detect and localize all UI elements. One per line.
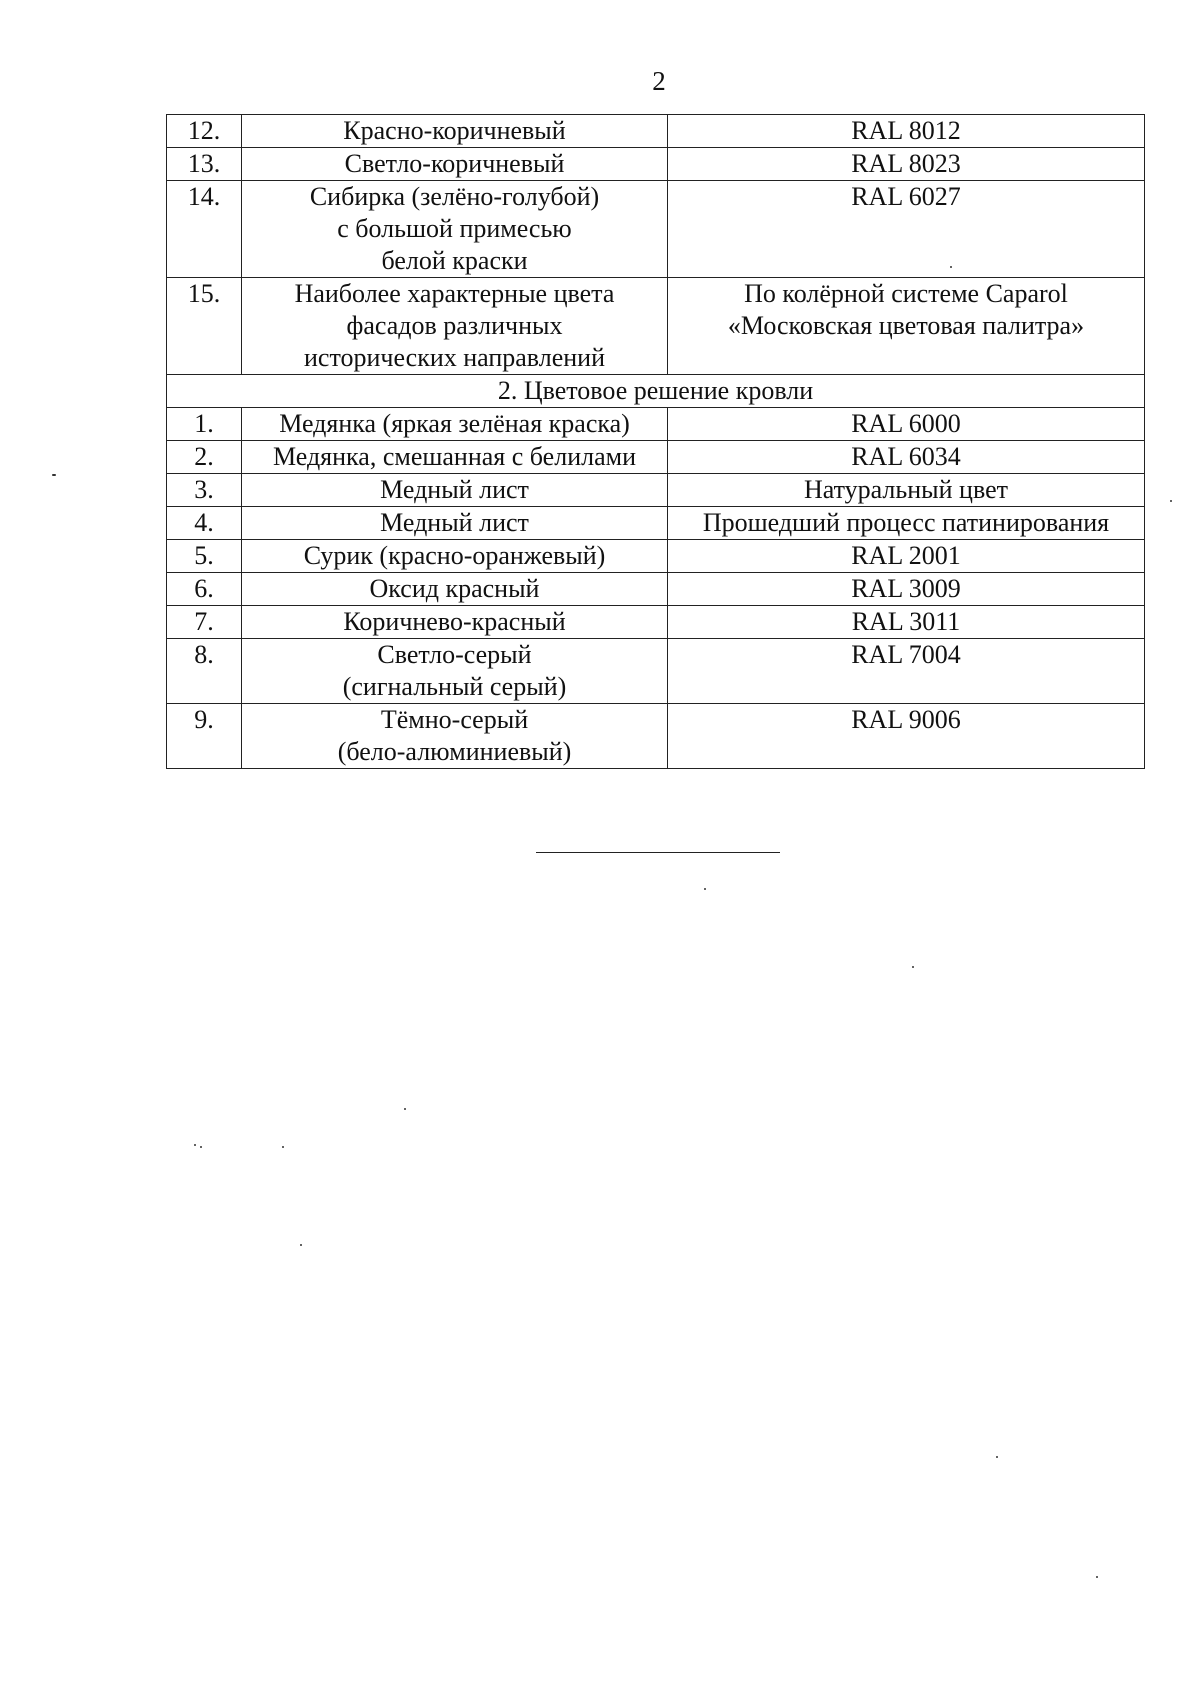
row-number: 8. bbox=[167, 639, 242, 704]
color-name: Медный лист bbox=[242, 507, 668, 540]
row-number: 9. bbox=[167, 704, 242, 769]
scan-speck bbox=[194, 1144, 196, 1146]
color-name: Светло-серый (сигнальный серый) bbox=[242, 639, 668, 704]
scan-speck bbox=[950, 266, 952, 268]
table-row bbox=[167, 181, 1145, 278]
color-name: Оксид красный bbox=[242, 573, 668, 606]
table-row bbox=[167, 148, 1145, 181]
color-code: RAL 8012 bbox=[668, 115, 1145, 148]
color-code: RAL 6034 bbox=[668, 441, 1145, 474]
row-number: 7. bbox=[167, 606, 242, 639]
table-row bbox=[167, 474, 1145, 507]
color-code: Натуральный цвет bbox=[668, 474, 1145, 507]
color-code: RAL 9006 bbox=[668, 704, 1145, 769]
color-name: Наиболее характерные цвета фасадов различных исторических направлений bbox=[242, 278, 668, 375]
row-number: 1. bbox=[167, 408, 242, 441]
color-code: RAL 8023 bbox=[668, 148, 1145, 181]
color-code: По колёрной системе Caparol «Московская цветовая палитра» bbox=[668, 278, 1145, 375]
end-divider bbox=[536, 852, 780, 853]
color-code: RAL 2001 bbox=[668, 540, 1145, 573]
table-row bbox=[167, 507, 1145, 540]
row-number: 12. bbox=[167, 115, 242, 148]
page-number: 2 bbox=[652, 66, 666, 96]
table-row bbox=[167, 115, 1145, 148]
table-row bbox=[167, 278, 1145, 375]
color-name: Сибирка (зелёно-голубой) с большой примесью белой краски bbox=[242, 181, 668, 278]
table-row bbox=[167, 639, 1145, 704]
color-code: RAL 7004 bbox=[668, 639, 1145, 704]
scan-speck bbox=[200, 1146, 202, 1148]
scan-speck bbox=[1096, 1576, 1098, 1578]
section-header-row bbox=[167, 375, 1145, 408]
scan-speck bbox=[52, 474, 56, 476]
row-number: 5. bbox=[167, 540, 242, 573]
section-title: 2. Цветовое решение кровли bbox=[167, 375, 1145, 408]
row-number: 13. bbox=[167, 148, 242, 181]
color-table bbox=[166, 114, 1145, 769]
scan-speck bbox=[996, 1456, 998, 1458]
color-name: Коричнево-красный bbox=[242, 606, 668, 639]
color-code: RAL 3011 bbox=[668, 606, 1145, 639]
scan-speck bbox=[1170, 500, 1172, 502]
table-row bbox=[167, 408, 1145, 441]
color-code: RAL 3009 bbox=[668, 573, 1145, 606]
color-name: Сурик (красно-оранжевый) bbox=[242, 540, 668, 573]
row-number: 15. bbox=[167, 278, 242, 375]
color-code: RAL 6000 bbox=[668, 408, 1145, 441]
color-name: Медянка (яркая зелёная краска) bbox=[242, 408, 668, 441]
color-name: Красно-коричневый bbox=[242, 115, 668, 148]
row-number: 4. bbox=[167, 507, 242, 540]
color-name: Медянка, смешанная с белилами bbox=[242, 441, 668, 474]
scan-speck bbox=[912, 966, 914, 968]
color-name: Медный лист bbox=[242, 474, 668, 507]
table-row bbox=[167, 606, 1145, 639]
row-number: 3. bbox=[167, 474, 242, 507]
table-row bbox=[167, 540, 1145, 573]
color-name: Тёмно-серый (бело-алюминиевый) bbox=[242, 704, 668, 769]
scan-speck bbox=[404, 1108, 406, 1110]
table-row bbox=[167, 573, 1145, 606]
row-number: 2. bbox=[167, 441, 242, 474]
scan-speck bbox=[300, 1244, 302, 1246]
color-code: RAL 6027 bbox=[668, 181, 1145, 278]
row-number: 14. bbox=[167, 181, 242, 278]
table-row bbox=[167, 441, 1145, 474]
color-name: Светло-коричневый bbox=[242, 148, 668, 181]
table-row bbox=[167, 704, 1145, 769]
row-number: 6. bbox=[167, 573, 242, 606]
scan-speck bbox=[704, 888, 706, 890]
color-code: Прошедший процесс патинирования bbox=[668, 507, 1145, 540]
scan-speck bbox=[282, 1146, 284, 1148]
